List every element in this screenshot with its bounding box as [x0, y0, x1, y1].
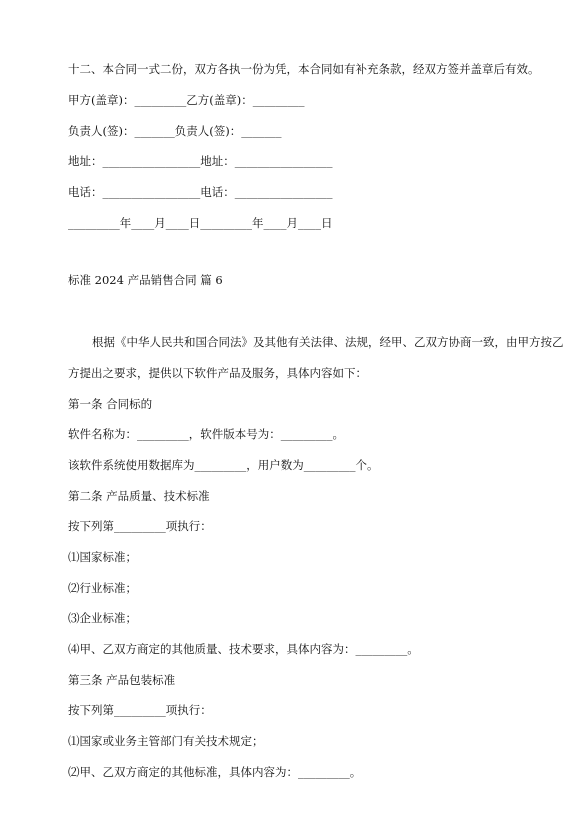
database-line: 该软件系统使用数据库为_________，用户数为_________个。	[68, 458, 379, 472]
list-item: ⑵行业标准；	[68, 581, 137, 595]
date-line: _________年____月____日_________年____月____日	[68, 216, 333, 230]
signatory-line: 负责人(签)：_______负责人(签)：_______	[68, 124, 282, 138]
article-two-instruction: 按下列第_________项执行：	[68, 519, 212, 533]
article-three-heading: 第三条 产品包装标准	[68, 673, 176, 687]
intro-paragraph-line-1: 根据《中华人民共和国合同法》及其他有关法律、法规，经甲、乙双方协商一致，由甲方按乙	[92, 335, 564, 349]
list-item: ⑵甲、乙双方商定的其他标准，具体内容为：_________。	[68, 765, 362, 779]
clause-twelve: 十二、本合同一式二份，双方各执一份为凭，本合同如有补充条款，经双方签并盖章后有效。	[68, 62, 540, 76]
list-item: ⑶企业标准；	[68, 611, 137, 625]
address-line: 地址：_________________地址：_________________	[68, 154, 333, 168]
intro-paragraph-line-2: 方提出之要求，提供以下软件产品及服务，具体内容如下：	[68, 366, 367, 380]
list-item: ⑷甲、乙双方商定的其他质量、技术要求，具体内容为：_________。	[68, 642, 419, 656]
section-heading: 标准 2024 产品销售合同 篇 6	[68, 273, 223, 287]
phone-line: 电话：_________________电话：_________________	[68, 185, 333, 199]
list-item: ⑴国家或业务主管部门有关技术规定；	[68, 734, 264, 748]
list-item: ⑴国家标准；	[68, 550, 137, 564]
party-seal-line: 甲方(盖章)：_________乙方(盖章)：_________	[68, 93, 305, 107]
software-name-line: 软件名称为：_________，软件版本号为：_________。	[68, 427, 344, 441]
article-two-heading: 第二条 产品质量、技术标准	[68, 489, 210, 503]
article-one-heading: 第一条 合同标的	[68, 397, 153, 411]
article-three-instruction: 按下列第_________项执行：	[68, 703, 212, 717]
